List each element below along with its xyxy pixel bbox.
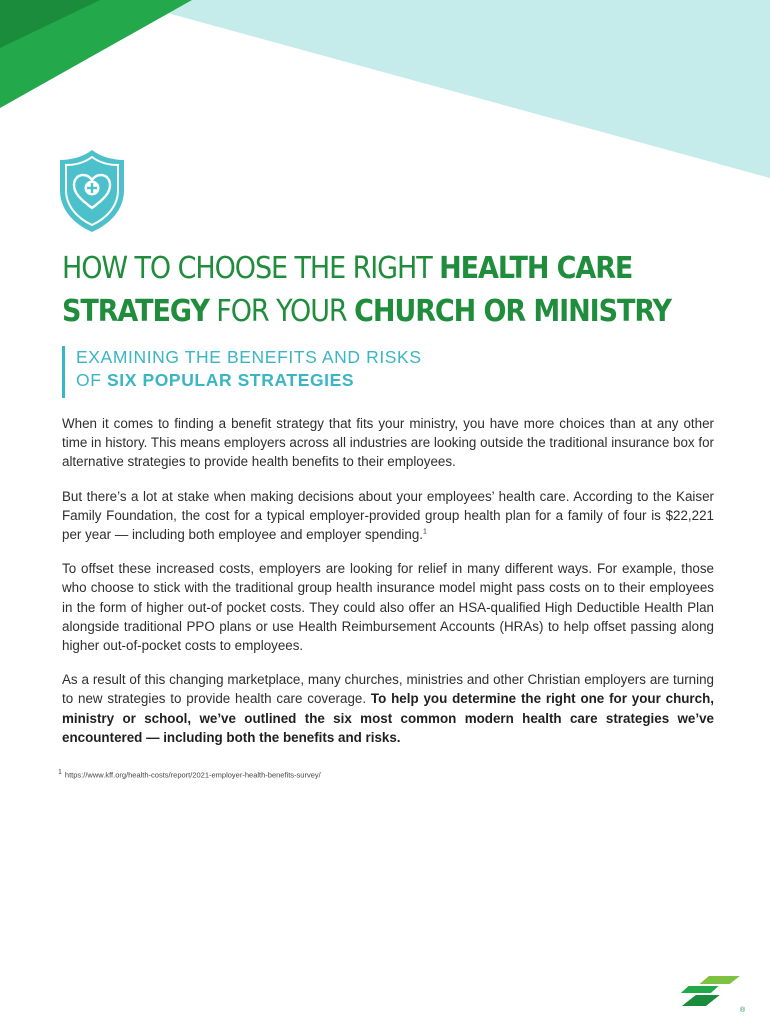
subtitle-line-2: [76, 369, 422, 392]
shield-heart-icon: [55, 148, 129, 234]
body-text: [62, 414, 714, 762]
page-title: [62, 247, 674, 333]
registered-mark: ®: [740, 1007, 746, 1014]
paragraph-3: To offset these increased costs, employers are looking for relief in many different ways. For example, those who choose to stick with the traditional group health insurance model might pass costs on to their employees in the form of higher out-of pocket costs. They could also offer an HSA-qualified High Deductible Health Plan alongside traditional PPO plans or use Health Reimbursement Accounts (HRAs) to help offset passing along higher out-of-pocket costs to employees.: [62, 561, 714, 654]
title-part-2: HEALTH CARE: [439, 251, 633, 286]
footnote-link[interactable]: https://www.kff.org/health-costs/report/2021-employer-health-benefits-survey/: [64, 770, 321, 780]
footnote: [58, 769, 708, 780]
paragraph-4-bold: To help you determine the right one for your church, ministry or school, we’ve outlined the six most common modern health care strategies we’ve encountered — including both the benefits and risks.: [62, 691, 714, 745]
title-part-1: HOW TO CHOOSE THE RIGHT: [62, 251, 440, 286]
footnote-marker: 1: [58, 769, 62, 776]
title-part-4: FOR YOUR: [208, 294, 355, 329]
subtitle-line-1: EXAMINING THE BENEFITS AND RISKS: [76, 347, 422, 367]
title-part-3: STRATEGY: [62, 294, 209, 329]
paragraph-4-text: As a result of this changing marketplace, many churches, ministries and other Christian employers are turning to new strategies to provide health care coverage.: [62, 672, 714, 707]
footnote-ref: 1: [423, 528, 427, 536]
paragraph-4: [62, 670, 714, 747]
subtitle-prefix: OF: [76, 370, 107, 390]
company-logo: [666, 972, 746, 1014]
paragraph-2: [62, 487, 714, 545]
paragraph-1: When it comes to finding a benefit strategy that fits your ministry, you have more choices than at any other time in history. This means employers across all industries are looking outside the traditional insurance box for alternative strategies to provide health benefits to their employees.: [62, 416, 714, 470]
subtitle-bold: SIX POPULAR STRATEGIES: [106, 370, 355, 390]
title-part-5: CHURCH OR MINISTRY: [354, 294, 672, 329]
paragraph-2-text: But there’s a lot at stake when making decisions about your employees’ health care. According to the Kaiser Family Foundation, the cost for a typical employer-provided group health plan for a family of four is $22,221 per year — including both employee and employer spending.: [62, 488, 714, 543]
subtitle: [62, 346, 422, 398]
